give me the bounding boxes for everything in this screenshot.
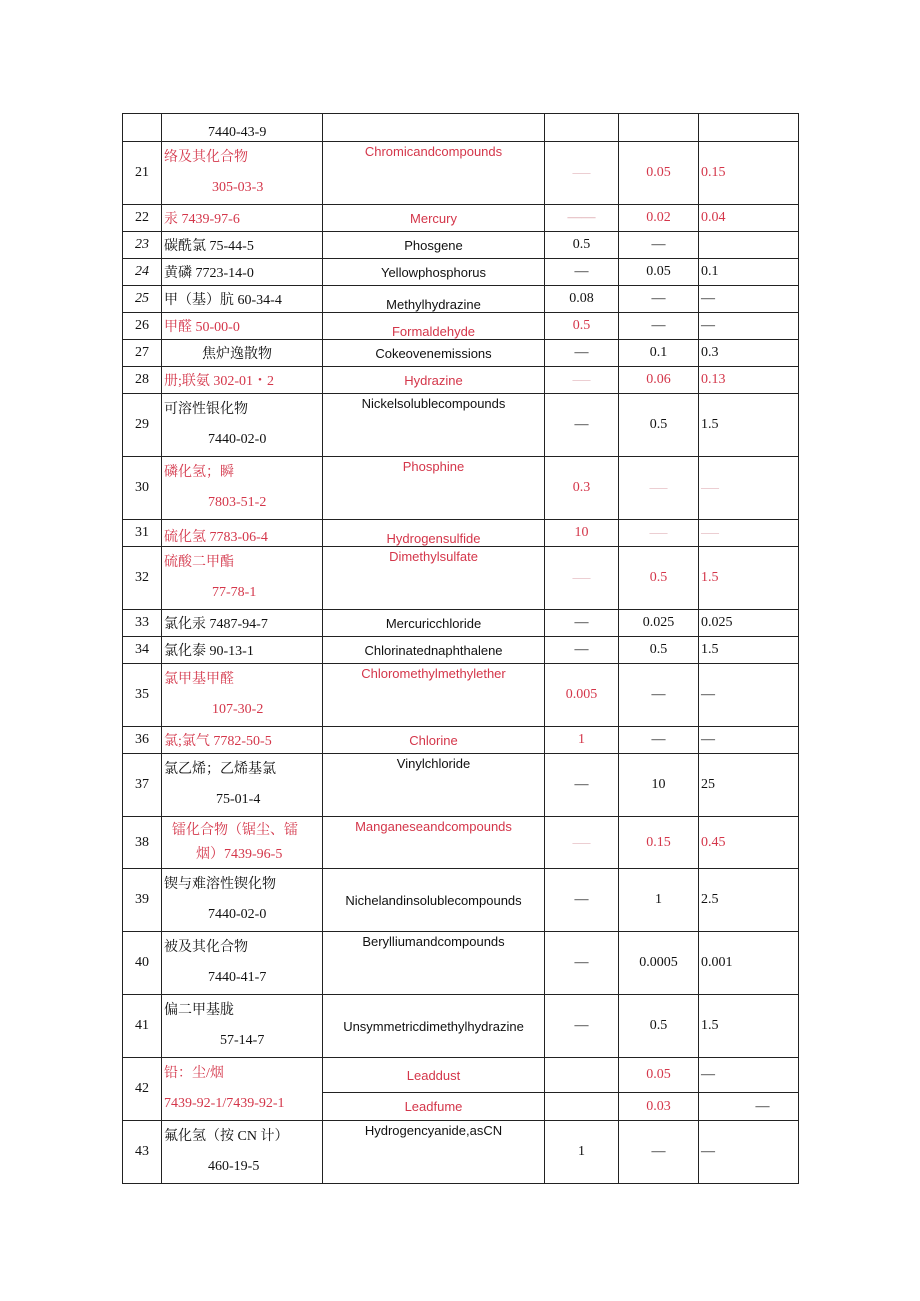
chemical-name-en: Phosgene	[323, 232, 545, 259]
chemical-name-en: Unsymmetricdimethylhydrazine	[323, 995, 545, 1058]
chemical-name-cn: 铅：尘/烟	[164, 1066, 224, 1081]
chemical-name-en: Leaddust	[323, 1058, 545, 1093]
value-pc-stel: 0.45	[699, 817, 799, 869]
value-mac: —	[545, 754, 619, 817]
chemical-name-cn: 氯化汞 7487-94-7	[162, 610, 323, 637]
value-pc-twa: 0.15	[619, 817, 699, 869]
table-row	[123, 142, 799, 205]
chemical-name-cn: 氟化氢（按 CN 计）	[164, 1129, 289, 1144]
row-number: 36	[123, 727, 162, 754]
row-number: 21	[123, 142, 162, 205]
value-pc-twa: 0.5	[619, 394, 699, 457]
chemical-name-cn: 碳酰氯 75-44-5	[162, 232, 323, 259]
row-number: 22	[123, 205, 162, 232]
row-number: 43	[123, 1121, 162, 1184]
value-mac: 0.5	[545, 313, 619, 340]
chemical-name-en: Mercuricchloride	[323, 610, 545, 637]
row-number: 35	[123, 664, 162, 727]
chemical-name-cn: 汞 7439-97-6	[162, 205, 323, 232]
chemical-name-cn: 硫化氢 7783-06-4	[162, 520, 323, 547]
value-pc-twa: —	[619, 232, 699, 259]
cas-number: 7439-92-1/7439-92-1	[164, 1096, 285, 1111]
row-number: 24	[123, 259, 162, 286]
value-pc-twa: 0.05	[619, 259, 699, 286]
value-pc-stel: 1.5	[699, 995, 799, 1058]
value-pc-twa: 0.03	[619, 1093, 699, 1121]
row-number: 23	[123, 232, 162, 259]
value-pc-stel: —	[699, 313, 799, 340]
value-pc-stel: ——	[699, 520, 799, 547]
value-mac: ——	[545, 367, 619, 394]
chemical-name-en: Phosphine	[323, 457, 545, 520]
row-number: 29	[123, 394, 162, 457]
cas-number: 305-03-3	[212, 180, 264, 195]
chemical-name-cn: 甲醛 50-00-0	[162, 313, 323, 340]
value-pc-stel: 0.1	[699, 259, 799, 286]
value-pc-twa: —	[619, 313, 699, 340]
value-pc-twa: —	[619, 664, 699, 727]
chemical-name-en: Nichelandinsolublecompounds	[323, 869, 545, 932]
chemical-name-en: Chlorine	[323, 727, 545, 754]
value-mac: —	[545, 610, 619, 637]
value-pc-twa: 0.025	[619, 610, 699, 637]
row-number: 31	[123, 520, 162, 547]
chemical-name-en: Hydrogensulfide	[323, 520, 545, 547]
table-row	[123, 817, 799, 869]
chemical-name-cn: 氯;氯气 7782-50-5	[162, 727, 323, 754]
row-number: 28	[123, 367, 162, 394]
cas-number: 7440-02-0	[208, 432, 267, 447]
row-number: 38	[123, 817, 162, 869]
value-pc-twa: 0.0005	[619, 932, 699, 995]
cas-number: 107-30-2	[212, 702, 264, 717]
chemical-name-en: Formaldehyde	[323, 313, 545, 340]
value-pc-twa: ——	[619, 457, 699, 520]
chemical-name-cn: 锲与难溶性锲化物	[164, 877, 276, 892]
table-row	[123, 637, 799, 664]
table-row	[123, 205, 799, 232]
row-number: 34	[123, 637, 162, 664]
row-number: 40	[123, 932, 162, 995]
value-pc-twa: 0.05	[619, 142, 699, 205]
value-mac: 0.3	[545, 457, 619, 520]
value-mac: 0.5	[545, 232, 619, 259]
row-number: 27	[123, 340, 162, 367]
value-mac: 0.08	[545, 286, 619, 313]
chemical-name-cn: 可溶性银化物	[164, 402, 248, 417]
table-row	[123, 869, 799, 932]
value-pc-stel: 1.5	[699, 637, 799, 664]
value-mac: —	[545, 637, 619, 664]
cas-number: 7440-41-7	[208, 970, 267, 985]
table-row	[123, 457, 799, 520]
chemical-name-cn: 册;联氨 302-01・2	[162, 367, 323, 394]
chemical-name-en: Hydrogencyanide,asCN	[323, 1121, 545, 1184]
table-row	[123, 727, 799, 754]
table-row	[123, 610, 799, 637]
value-pc-twa: 1	[619, 869, 699, 932]
value-pc-stel: —	[699, 286, 799, 313]
value-pc-twa: 10	[619, 754, 699, 817]
value-mac: 1	[545, 1121, 619, 1184]
chemical-name-en: Methylhydrazine	[323, 286, 545, 313]
chemical-name-en: Chromicandcompounds	[323, 142, 545, 205]
row-number: 30	[123, 457, 162, 520]
table-row	[123, 394, 799, 457]
table-row	[123, 340, 799, 367]
value-mac: ——	[545, 205, 619, 232]
table-row	[123, 232, 799, 259]
cas-number: 7803-51-2	[208, 495, 267, 510]
chemical-name-cn: 氯甲基甲醛	[164, 672, 234, 687]
chemical-name-cn: 镭化合物（锯尘、镭	[172, 822, 298, 838]
value-pc-stel: 0.001	[699, 932, 799, 995]
value-pc-stel: —	[699, 1058, 799, 1093]
value-mac: —	[545, 869, 619, 932]
cas-number: 75-01-4	[216, 792, 261, 807]
chemical-name-cn: 氯化泰 90-13-1	[162, 637, 323, 664]
table-row	[123, 1058, 799, 1093]
value-mac: ——	[545, 142, 619, 205]
table-row	[123, 995, 799, 1058]
value-pc-stel: 0.3	[699, 340, 799, 367]
chemical-name-en: Yellowphosphorus	[323, 259, 545, 286]
value-pc-stel: —	[699, 664, 799, 727]
row-number: 33	[123, 610, 162, 637]
value-mac: 0.005	[545, 664, 619, 727]
value-mac: —	[545, 340, 619, 367]
value-mac: —	[545, 932, 619, 995]
chemical-name-en: Dimethylsulfate	[323, 547, 545, 610]
cas-number: 77-78-1	[212, 585, 257, 600]
cas-number: 7440-43-9	[162, 114, 323, 142]
value-mac: ——	[545, 817, 619, 869]
value-pc-stel: 1.5	[699, 394, 799, 457]
value-pc-stel: —	[699, 1093, 799, 1121]
row-number: 32	[123, 547, 162, 610]
value-pc-twa: —	[619, 1121, 699, 1184]
row-number: 42	[123, 1058, 162, 1121]
value-pc-twa: 0.1	[619, 340, 699, 367]
chemical-name-cn: 黄磷 7723-14-0	[162, 259, 323, 286]
table-row	[123, 286, 799, 313]
chemical-name-en: Nickelsolublecompounds	[323, 394, 545, 457]
chemical-name-cn: 被及其化合物	[164, 940, 248, 955]
value-pc-twa: 0.5	[619, 547, 699, 610]
table-row	[123, 367, 799, 394]
value-mac: —	[545, 394, 619, 457]
value-pc-stel: 1.5	[699, 547, 799, 610]
table-row	[123, 664, 799, 727]
row-number: 26	[123, 313, 162, 340]
table-row	[123, 114, 799, 142]
table-row	[123, 259, 799, 286]
cas-number: 7440-02-0	[208, 907, 267, 922]
chemical-name-en: Cokeovenemissions	[323, 340, 545, 367]
chemical-name-en: Vinylchloride	[323, 754, 545, 817]
value-pc-stel: 0.025	[699, 610, 799, 637]
chemical-name-cn: 焦炉逸散物	[162, 340, 323, 367]
value-pc-twa: 0.05	[619, 1058, 699, 1093]
row-number: 41	[123, 995, 162, 1058]
value-pc-stel: 2.5	[699, 869, 799, 932]
value-pc-stel: —	[699, 1121, 799, 1184]
chemical-name-cn: 偏二甲基胧	[164, 1003, 234, 1018]
table-row	[123, 1121, 799, 1184]
value-mac: —	[545, 259, 619, 286]
row-number: 39	[123, 869, 162, 932]
chemical-name-en: Leadfume	[323, 1093, 545, 1121]
chemical-name-cn: 氯乙烯；乙烯基氯	[164, 762, 276, 777]
cas-number: 57-14-7	[220, 1033, 265, 1048]
value-pc-stel: ——	[699, 457, 799, 520]
value-pc-stel: 0.13	[699, 367, 799, 394]
table-row	[123, 520, 799, 547]
value-pc-twa: —	[619, 727, 699, 754]
value-pc-stel: 0.04	[699, 205, 799, 232]
value-pc-stel: —	[699, 727, 799, 754]
value-pc-twa: —	[619, 286, 699, 313]
chemical-name-en: Hydrazine	[323, 367, 545, 394]
cas-number: 烟）7439-96-5	[196, 846, 283, 862]
chemical-name-cn: 络及其化合物	[164, 150, 248, 165]
row-number: 25	[123, 286, 162, 313]
occupational-exposure-limits-table	[122, 113, 799, 1184]
value-mac: 1	[545, 727, 619, 754]
chemical-name-cn: 磷化氢；瞬	[164, 465, 234, 480]
value-mac: 10	[545, 520, 619, 547]
table-row	[123, 313, 799, 340]
value-pc-twa: 0.06	[619, 367, 699, 394]
chemical-name-en: Manganeseandcompounds	[323, 817, 545, 869]
chemical-name-en: Mercury	[323, 205, 545, 232]
table-row	[123, 547, 799, 610]
chemical-name-cn: 甲（基）肮 60-34-4	[162, 286, 323, 313]
chemical-name-en: Berylliumandcompounds	[323, 932, 545, 995]
table-row	[123, 754, 799, 817]
value-pc-twa: ——	[619, 520, 699, 547]
value-mac: ——	[545, 547, 619, 610]
row-number: 37	[123, 754, 162, 817]
chemical-name-cn: 硫酸二甲酯	[164, 555, 234, 570]
value-pc-twa: 0.5	[619, 995, 699, 1058]
value-pc-twa: 0.5	[619, 637, 699, 664]
table-row	[123, 932, 799, 995]
value-pc-stel: 0.15	[699, 142, 799, 205]
value-pc-twa: 0.02	[619, 205, 699, 232]
chemical-name-en: Chlorinatednaphthalene	[323, 637, 545, 664]
cas-number: 460-19-5	[208, 1159, 260, 1174]
document-page	[122, 113, 798, 1184]
chemical-name-en: Chloromethylmethylether	[323, 664, 545, 727]
value-pc-stel: 25	[699, 754, 799, 817]
value-mac: —	[545, 995, 619, 1058]
